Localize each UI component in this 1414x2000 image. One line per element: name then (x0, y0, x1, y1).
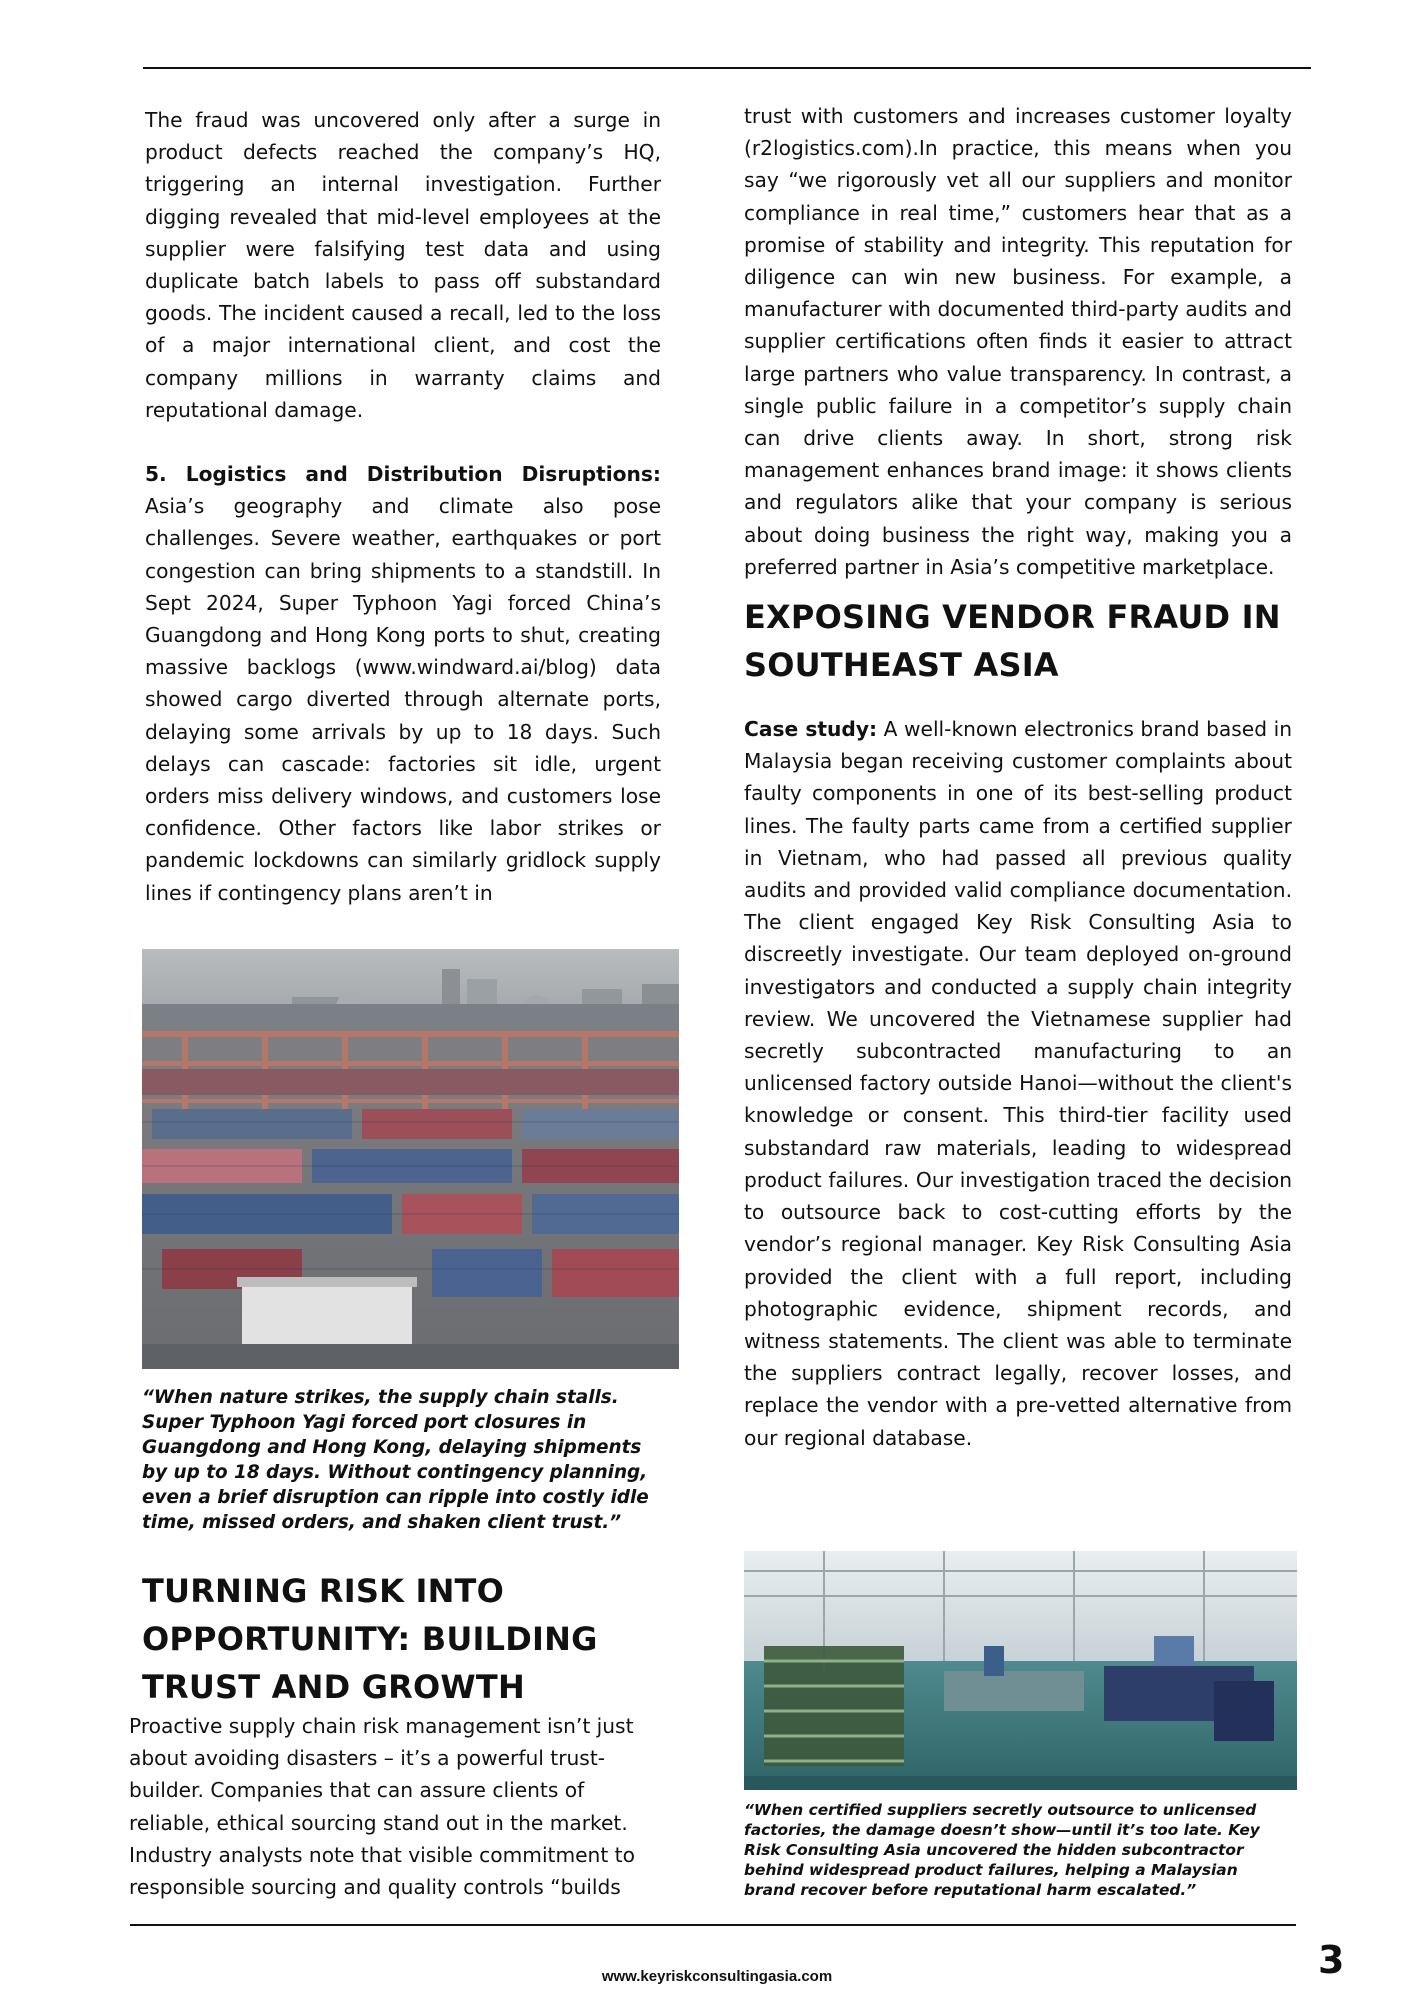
right-column (744, 100, 1292, 1454)
logistics-paragraph (145, 458, 661, 909)
trust-paragraph-block (129, 1710, 661, 1903)
factory-photo-caption: “When certified suppliers secretly outsource to unlicensed factories, the damage doesn’t show—until it’s too late. Key Risk Consulting Asia uncovered the hidden subcontractor behind widespread product failures, helping a Malaysian brand recover before reputational harm escalated.” (744, 1801, 1260, 1899)
vendor-fraud-heading: EXPOSING VENDOR FRAUD IN SOUTHEAST ASIA (744, 598, 1281, 685)
top-rule (143, 67, 1311, 69)
logistics-heading: 5. Logistics and Distribution Disruptions: (145, 462, 661, 487)
fraud-paragraph: The fraud was uncovered only after a surge in product defects reached the company’s HQ, triggering an internal investigation. Further digging revealed that mid-level employees at the supplier were falsifying test data and using duplicate batch labels to pass off substandard goods. The incident caused a recall, led to the loss of a major international client, and cost the company millions in warranty claims and reputational damage. (145, 108, 661, 422)
trust-paragraph: Proactive supply chain risk management isn’t just about avoiding disasters – it’s a powerful trust-builder. Companies that can assure clients of reliable, ethical sourcing stand out in the market. Industry analysts note that visible commitment to responsible sourcing and quality controls “builds (129, 1714, 635, 1900)
footer-website-url[interactable]: www.keyriskconsultingasia.com (601, 1968, 833, 1985)
factory-floor-photo (744, 1551, 1297, 1790)
logistics-text: Asia’s geography and climate also pose challenges. Severe weather, earthquakes or port congestion can bring shipments to a standstill. In Sept 2024, Super Typhoon Yagi forced China’s Guangdong and Hong Kong ports to shut, creating massive backlogs (www.windward.ai/blog) data showed cargo diverted through alternate ports, delaying some arrivals by up to 18 days. Such delays can cascade: factories sit idle, urgent orders miss delivery windows, and customers lose confidence. Other factors like labor strikes or pandemic lockdowns can similarly gridlock supply lines if contingency plans aren’t in (145, 494, 661, 905)
bottom-rule (130, 1924, 1296, 1926)
container-port-photo (142, 949, 679, 1369)
trust-continued-paragraph: trust with customers and increases customer loyalty (r2logistics.com).In practice, this means when you say “we rigorously vet all our suppliers and monitor compliance in real time,” customers hear that as a promise of stability and integrity. This reputation for diligence can win new business. For example, a manufacturer with documented third-party audits and supplier certifications often finds it easier to attract large partners who value transparency. In contrast, a single public failure in a competitor’s supply chain can drive clients away. In short, strong risk management enhances brand image: it shows clients and regulators alike that your company is serious about doing business the right way, making you a preferred partner in Asia’s competitive marketplace. (744, 104, 1292, 579)
port-caption-block (142, 1385, 662, 1535)
trust-heading-block (142, 1567, 662, 1711)
case-study-paragraph (744, 713, 1292, 1454)
trust-heading: TURNING RISK INTO OPPORTUNITY: BUILDING TRUST AND GROWTH (142, 1572, 598, 1706)
left-column (145, 104, 661, 909)
factory-caption-block (744, 1800, 1284, 1900)
case-study-label: Case study: (744, 717, 878, 742)
page-number: 3 (1318, 1938, 1345, 1982)
port-photo-caption: “When nature strikes, the supply chain stalls. Super Typhoon Yagi forced port closures in Guangdong and Hong Kong, delaying shipments by up to 18 days. Without contingency planning, even a brief disruption can ripple into costly idle time, missed orders, and shaken client trust.” (142, 1387, 649, 1533)
case-study-text: A well-known electronics brand based in Malaysia began receiving customer complaints about faulty components in one of its best-selling product lines. The faulty parts came from a certified supplier in Vietnam, who had passed all previous quality audits and provided valid compliance documentation. The client engaged Key Risk Consulting Asia to discreetly investigate. Our team deployed on-ground investigators and conducted a supply chain integrity review. We uncovered the Vietnamese supplier had secretly subcontracted manufacturing to an unlicensed factory outside Hanoi—without the client's knowledge or consent. This third-tier facility used substandard raw materials, leading to widespread product failures. Our investigation traced the decision to outsource back to cost-cutting efforts by the vendor’s regional manager. Key Risk Consulting Asia provided the client with a full report, including photographic evidence, shipment records, and witness statements. The client was able to terminate the suppliers contract legally, recover losses, and replace the vendor with a pre-vetted alternative from our regional database. (744, 717, 1292, 1450)
